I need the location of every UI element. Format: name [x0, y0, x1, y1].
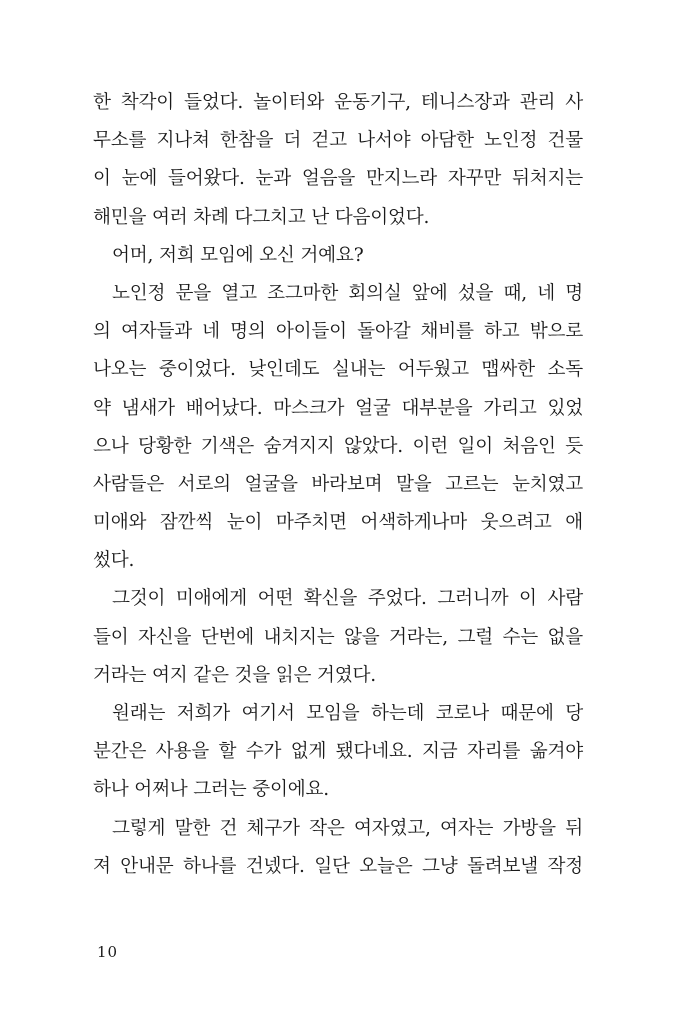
- text-line: 그렇게 말한 건 체구가 작은 여자였고, 여자는 가방을 뒤: [112, 817, 583, 839]
- text-line: 노인정 문을 열고 조그마한 회의실 앞에 섰을 때, 네 명: [112, 282, 583, 304]
- dialogue-line: 분간은 사용을 할 수가 없게 됐다네요. 지금 자리를 옮겨야: [93, 741, 583, 763]
- page-number: 10: [97, 943, 119, 961]
- text-line: 나오는 중이었다. 낮인데도 실내는 어두웠고 맵싸한 소독: [93, 359, 583, 381]
- text-line: 썼다.: [93, 550, 135, 572]
- text-line: 무소를 지나쳐 한참을 더 걷고 나서야 아담한 노인정 건물: [93, 130, 583, 152]
- text-line: 져 안내문 하나를 건넸다. 일단 오늘은 그냥 돌려보낼 작정: [93, 855, 583, 877]
- dialogue-line: 하나 어쩌나 그러는 중이에요.: [93, 779, 329, 801]
- text-line: 의 여자들과 네 명의 아이들이 돌아갈 채비를 하고 밖으로: [93, 321, 583, 343]
- dialogue-line: 어머, 저희 모임에 오신 거예요?: [112, 244, 364, 266]
- text-line: 으나 당황한 기색은 숨겨지지 않았다. 이런 일이 처음인 듯: [93, 435, 583, 457]
- text-line: 들이 자신을 단번에 내치지는 않을 거라는, 그럴 수는 없을: [93, 626, 583, 648]
- text-line: 그것이 미애에게 어떤 확신을 주었다. 그러니까 이 사람: [112, 588, 583, 610]
- text-line: 사람들은 서로의 얼굴을 바라보며 말을 고르는 눈치였고: [93, 473, 583, 495]
- text-line: 해민을 여러 차례 다그치고 난 다음이었다.: [93, 206, 430, 228]
- body-text: [93, 84, 583, 886]
- text-line: 이 눈에 들어왔다. 눈과 얼음을 만지느라 자꾸만 뒤처지는: [93, 168, 583, 190]
- text-line: 약 냄새가 배어났다. 마스크가 얼굴 대부분을 가리고 있었: [93, 397, 583, 419]
- dialogue-line: 원래는 저희가 여기서 모임을 하는데 코로나 때문에 당: [112, 703, 583, 724]
- text-line: 한 착각이 들었다. 놀이터와 운동기구, 테니스장과 관리 사: [93, 92, 583, 113]
- text-line: 거라는 여지 같은 것을 읽은 거였다.: [93, 664, 376, 686]
- text-line: 미애와 잠깐씩 눈이 마주치면 어색하게나마 웃으려고 애: [93, 512, 583, 534]
